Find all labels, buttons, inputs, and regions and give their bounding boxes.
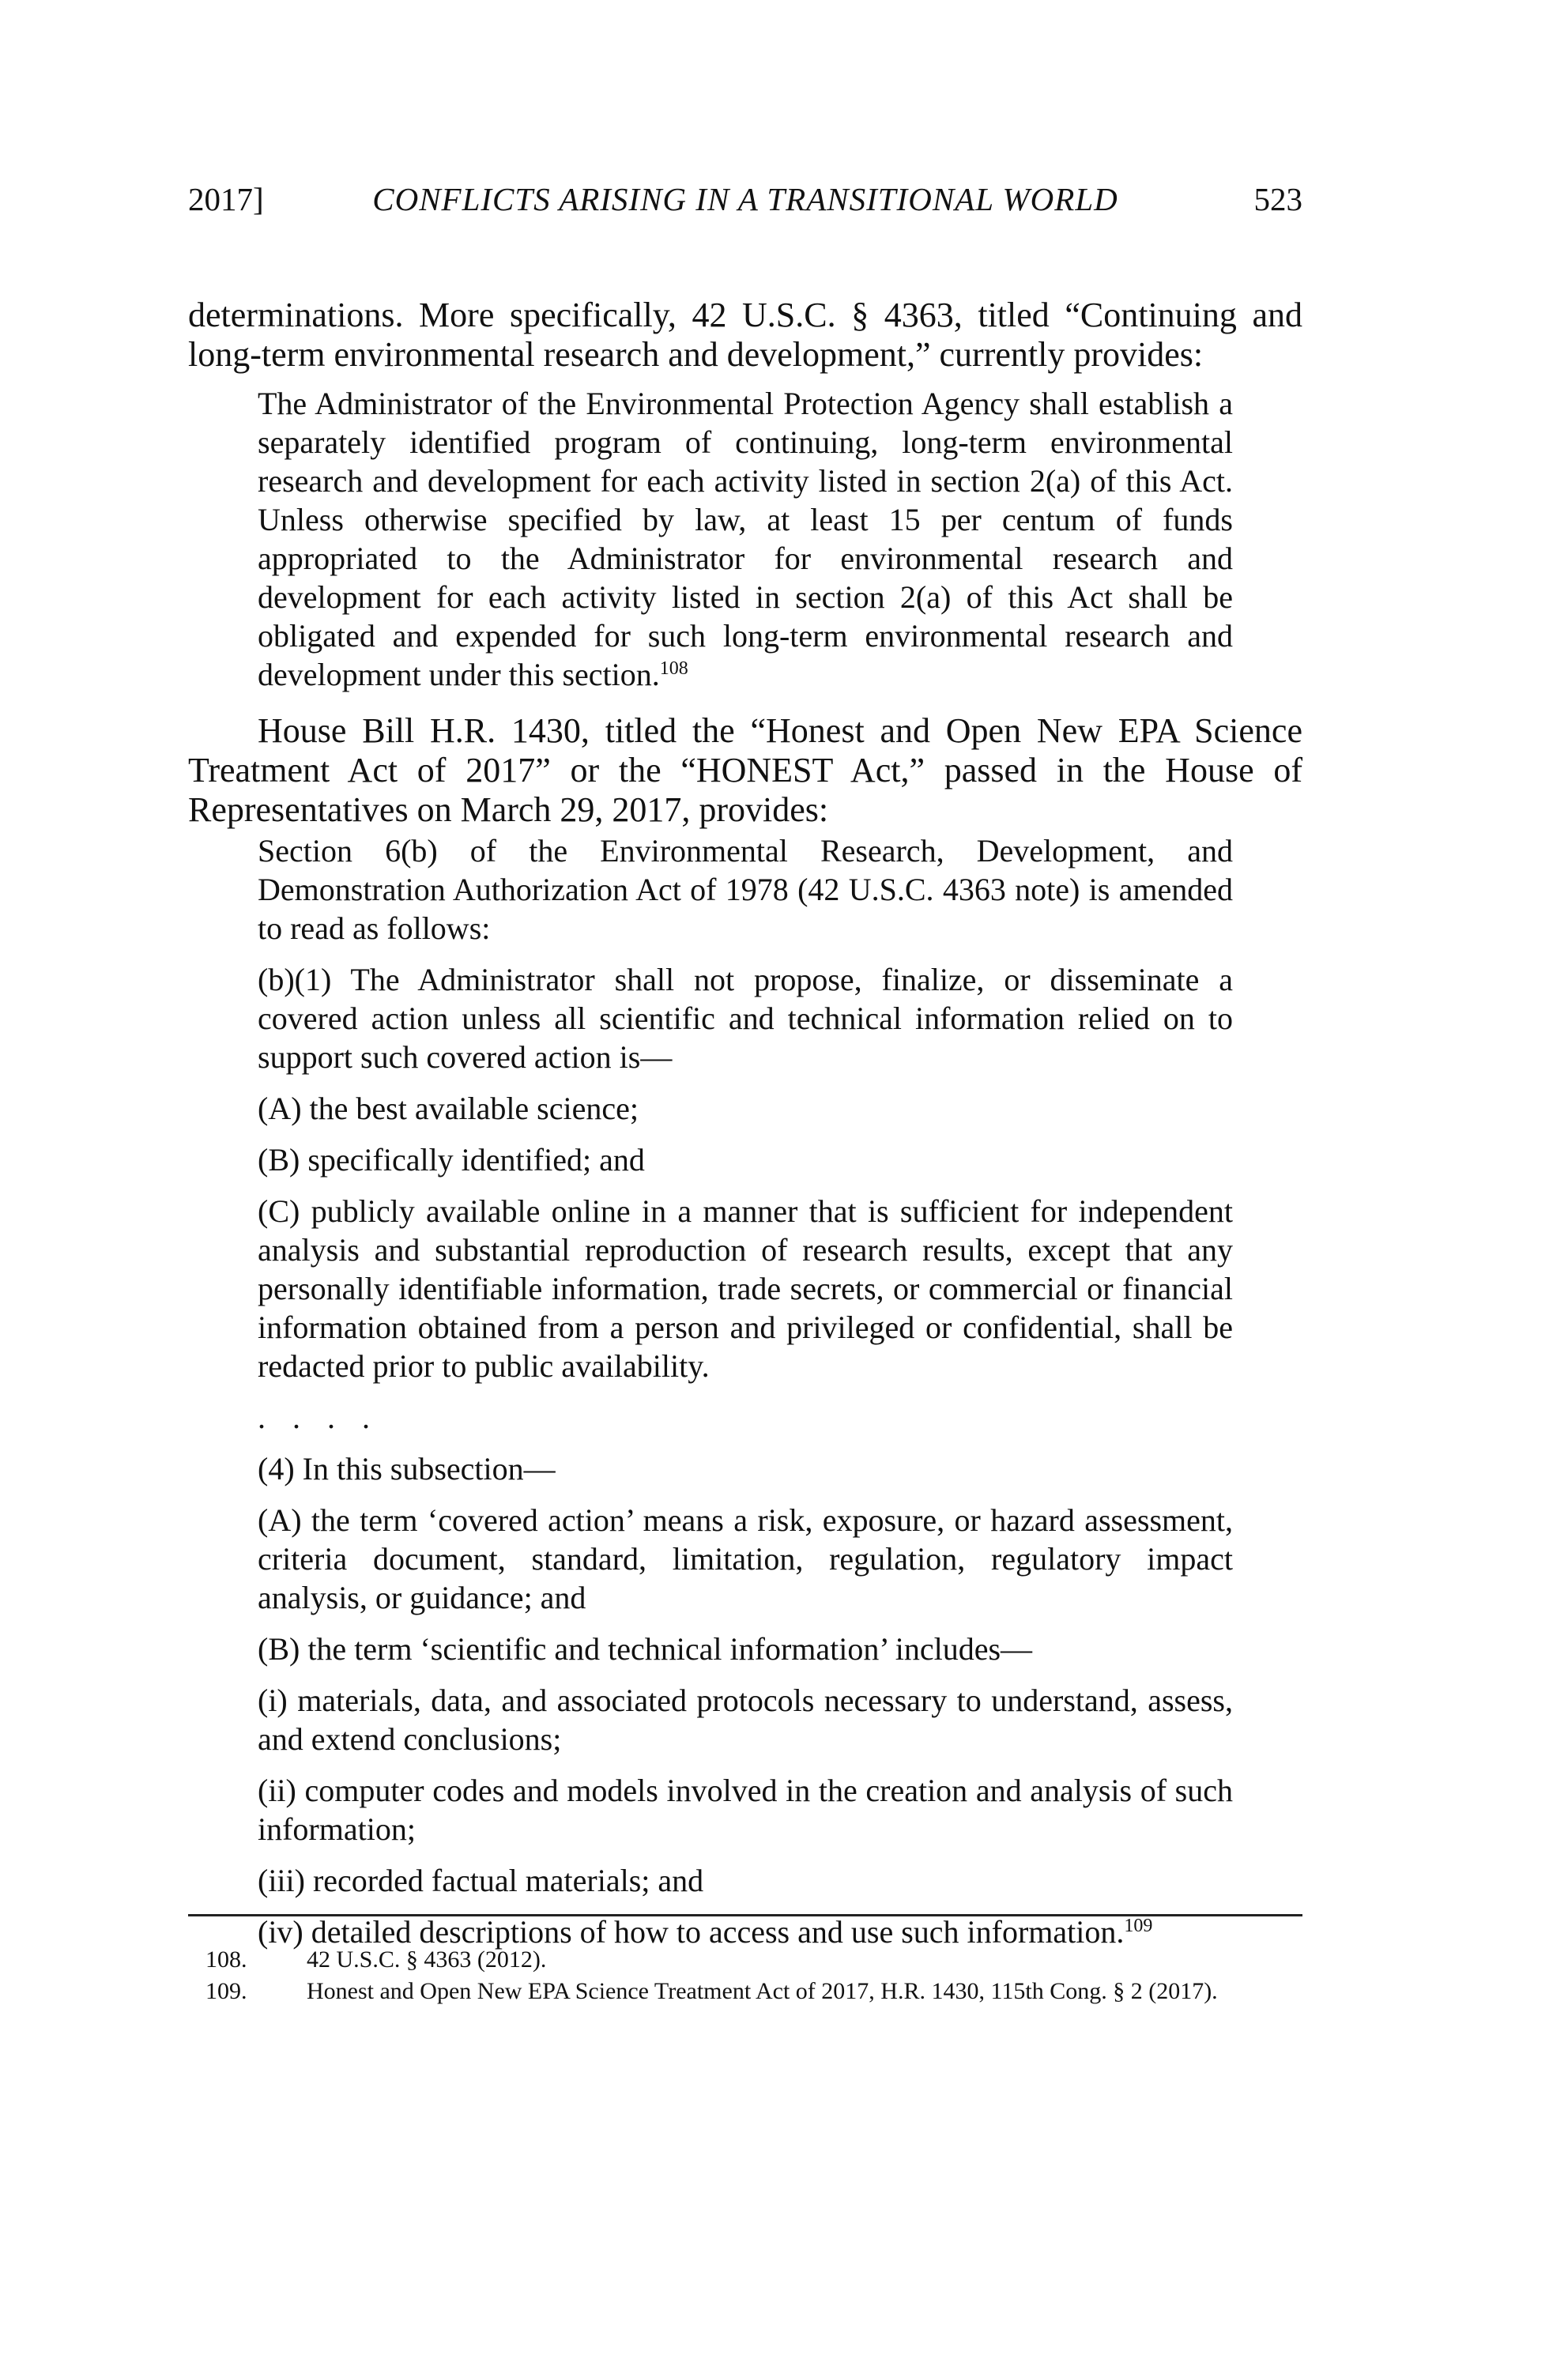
footnote-text: Honest and Open New EPA Science Treatment Act of 2017, H.R. 1430, 115th Cong. § 2 (2017). [307,1978,1218,2004]
header-title: CONFLICTS ARISING IN A TRANSITIONAL WORLD [372,181,1118,217]
header-year: 2017] [188,181,264,217]
quote2-line: (C) publicly available online in a manner that is sufficient for independent analysis and substantial reproduction of research results, except that any personally identifiable information, trade secrets, or commercial or financial information obtained from a person and privileged or confidential, shall be redacted prior to public availability. [258,1193,1233,1384]
footnote-108 [188,1944,1302,1976]
quote2-line: (4) In this subsection— [258,1451,556,1487]
quote2-line: (B) specifically identified; and [258,1142,645,1178]
block-quote-statute [258,384,1233,707]
footnote-divider [188,1914,1302,1916]
quote2-line: (b)(1) The Administrator shall not propose, finalize, or disseminate a covered action unless all scientific and technical information relied on to support such covered action is— [258,962,1233,1075]
footnote-number: 109. [205,1978,247,2004]
paragraph-honest-act-text: House Bill H.R. 1430, titled the “Honest and Open New EPA Science Treatment Act of 2017” or the “HONEST Act,” passed in the House of Representatives on March 29, 2017, provides: [188,711,1302,829]
quote1-text: The Administrator of the Environmental Protection Agency shall establish a separately identified program of continuing, long-term environmental research and development for each activity listed in section 2(a) of this Act. Unless otherwise specified by law, at least 15 per centum of funds appropriated to the Administrator for environmental research and development for each activity listed in section 2(a) of this Act shall be obligated and expended for such long-term environmental research and development under this section. [258,386,1233,692]
paragraph-intro-text: determinations. More specifically, 42 U.S.C. § 4363, titled “Continuing and long-term environmental research and development,” currently provides: [188,296,1302,374]
running-header [188,175,1302,223]
quote2-line: (i) materials, data, and associated protocols necessary to understand, assess, and extend conclusions; [258,1683,1233,1757]
paragraph-intro [188,296,1302,375]
footnote-ref-108: 108 [659,658,688,679]
footnote-number: 108. [205,1946,247,1973]
footnote-ref-109: 109 [1124,1916,1153,1936]
footnote-text: 42 U.S.C. § 4363 (2012). [307,1946,547,1973]
quote2-ellipsis: . . . . [258,1400,379,1435]
quote2-line: (A) the term ‘covered action’ means a risk, exposure, or hazard assessment, criteria document, standard, limitation, regulation, regulatory impact analysis, or guidance; and [258,1502,1233,1615]
quote2-line: Section 6(b) of the Environmental Research, Development, and Demonstration Authorization Act of 1978 (42 U.S.C. 4363 note) is amended to read as follows: [258,833,1233,946]
quote2-line: (A) the best available science; [258,1091,639,1126]
quote2-line: (ii) computer codes and models involved in the creation and analysis of such information; [258,1773,1233,1847]
quote2-line: (B) the term ‘scientific and technical information’ includes— [258,1631,1033,1667]
page-number: 523 [1253,181,1302,217]
block-quote-bill [258,831,1233,1964]
footnote-109 [188,1976,1302,2007]
quote2-last-text: (iv) detailed descriptions of how to access and use such information. [258,1914,1125,1950]
paragraph-honest-act [188,711,1302,830]
block-quote-statute-paragraph [258,384,1233,694]
footnotes [188,1944,1302,2007]
quote2-line: (iii) recorded factual materials; and [258,1863,704,1898]
